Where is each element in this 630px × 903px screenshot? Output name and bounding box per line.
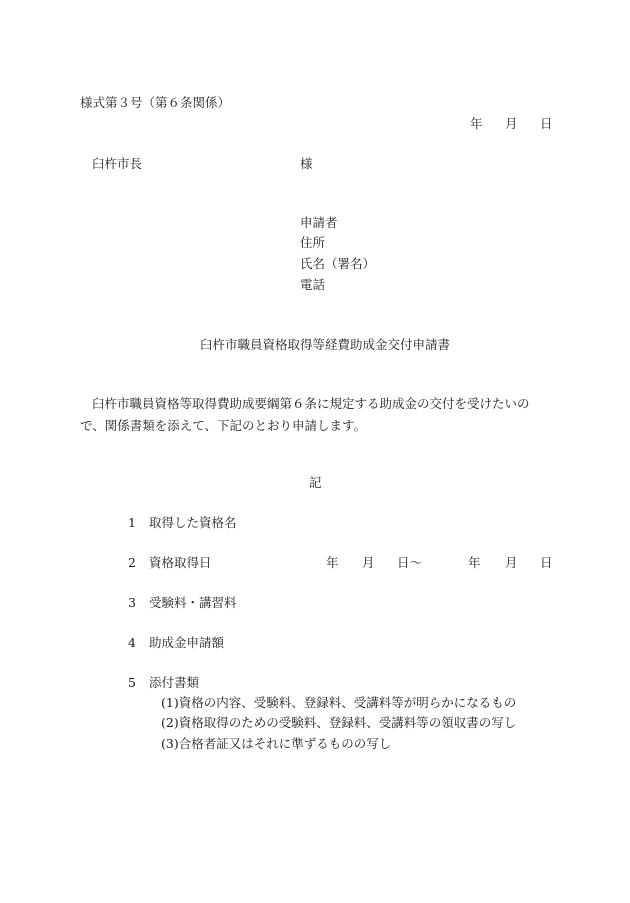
item-number: 3 — [128, 595, 136, 610]
attachment-item: (2)資格取得のための受験料、登録料、受講料等の領収書の写し — [161, 715, 517, 730]
document-title: 臼杵市職員資格取得等経費助成金交付申請書 — [200, 337, 451, 352]
period-start-month: 月 — [362, 555, 375, 570]
applicant-address-label: 住所 — [300, 235, 326, 250]
applicant-label: 申請者 — [300, 215, 338, 230]
item-label: 受験料・講習料 — [149, 595, 237, 610]
period-end-day: 日 — [540, 555, 553, 570]
item-number: 4 — [128, 635, 136, 650]
item-number: 2 — [128, 555, 136, 570]
date-day-label: 日 — [540, 116, 553, 131]
item-label: 資格取得日 — [149, 555, 212, 570]
addressee-name: 臼杵市長 — [92, 156, 143, 171]
period-start-day: 日～ — [397, 555, 423, 570]
item-number: 5 — [128, 675, 136, 690]
ki-heading: 記 — [309, 475, 322, 490]
addressee-honorific: 様 — [300, 156, 313, 171]
item-label: 助成金申請額 — [149, 635, 225, 650]
attachment-item: (1)資格の内容、受験料、登録料、受講料等が明らかになるもの — [161, 695, 517, 710]
item-number: 1 — [128, 515, 136, 530]
attachment-item: (3)合格者証又はそれに準ずるものの写し — [161, 736, 392, 751]
period-end-year: 年 — [468, 555, 481, 570]
item-label: 添付書類 — [149, 675, 200, 690]
body-paragraph: 臼杵市職員資格等取得費助成要綱第６条に規定する助成金の交付を受けたいので、関係書類を添えて、下記のとおり申請します。 — [80, 396, 530, 433]
form-number: 様式第３号（第６条関係） — [80, 95, 231, 110]
item-label: 取得した資格名 — [149, 515, 237, 530]
period-start-year: 年 — [326, 555, 339, 570]
period-end-month: 月 — [505, 555, 518, 570]
date-year-label: 年 — [470, 116, 483, 131]
applicant-phone-label: 電話 — [300, 277, 326, 292]
applicant-name-label: 氏名（署名） — [300, 256, 376, 271]
date-month-label: 月 — [505, 116, 518, 131]
